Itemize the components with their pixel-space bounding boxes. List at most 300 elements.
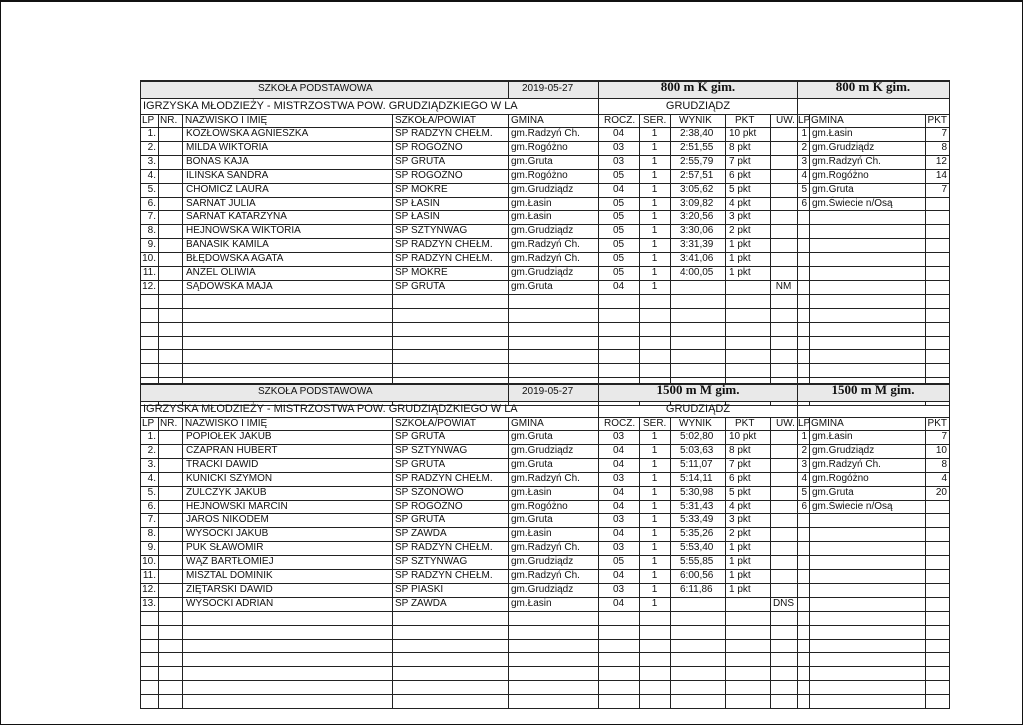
column-header-lp: LP: [142, 418, 155, 429]
athlete-name: BANASIK KAMILA: [186, 239, 269, 251]
athlete-school: SP SZTYNWAG: [395, 556, 468, 568]
series: 1: [651, 570, 658, 581]
series: 1: [651, 155, 658, 167]
series: 1: [651, 183, 658, 195]
row-line: [140, 708, 949, 709]
ranking-lp: 4: [801, 169, 807, 181]
column-line: [809, 114, 810, 406]
row-lp: 7.: [147, 211, 156, 223]
points: 3 pkt: [729, 211, 751, 223]
birth-year: 03: [612, 141, 625, 153]
series: 1: [651, 211, 658, 223]
birth-year: 04: [612, 128, 625, 139]
ranking-points: 14: [935, 169, 947, 181]
column-line: [809, 417, 810, 709]
athlete-name: WYSOCKI ADRIAN: [186, 597, 274, 609]
row-line: [140, 639, 949, 640]
column-line: [508, 114, 509, 406]
title-divider: [598, 80, 599, 98]
birth-year: 04: [612, 444, 625, 456]
birth-year: 03: [612, 431, 625, 442]
points: 2 pkt: [729, 225, 751, 237]
result-time: 5:11,07: [680, 458, 713, 470]
birth-year: 04: [612, 570, 625, 581]
column-header-school: SZKOŁA/POWIAT: [395, 115, 476, 126]
row-line: [140, 308, 949, 309]
athlete-name: ANZEL OLIWIA: [186, 267, 256, 278]
series: 1: [651, 486, 658, 498]
athlete-school: SP RADZYŃ CHEŁM.: [395, 239, 493, 251]
competition-name: IGRZYSKA MŁODZIEŻY - MISTRZOSTWA POW. GRUDZIĄDZKIEGO W LA: [143, 100, 518, 112]
table-right-border: [949, 383, 950, 709]
athlete-school: SP GRUTA: [395, 280, 446, 292]
result-time: 5:14,11: [680, 472, 713, 484]
points: 8 pkt: [729, 141, 751, 153]
series: 1: [651, 431, 658, 442]
athlete-gmina: gm.Łasin: [511, 197, 552, 209]
row-lp: 6.: [147, 197, 156, 209]
athlete-gmina: gm.Gruta: [511, 514, 553, 526]
athlete-gmina: gm.Grudziądz: [511, 183, 574, 195]
row-lp: 5.: [147, 183, 156, 195]
athlete-name: BŁĘDOWSKA AGATA: [186, 253, 284, 265]
ranking-points: 20: [935, 486, 947, 498]
title-bottom-line: [140, 401, 949, 402]
athlete-gmina: gm.Grudziądz: [511, 225, 574, 237]
birth-year: 05: [612, 253, 625, 265]
athlete-gmina: gm.Gruta: [511, 155, 553, 167]
athlete-gmina: gm.Radzyń Ch.: [511, 239, 580, 251]
ranking-gmina: gm.Gruta: [812, 486, 854, 498]
ranking-lp: 1: [801, 128, 807, 139]
result-time: 3:05,62: [680, 183, 714, 195]
athlete-name: POPIOŁEK JAKUB: [186, 431, 272, 442]
result-time: 3:20,56: [680, 211, 714, 223]
row-line: [140, 666, 949, 667]
athlete-gmina: gm.Grudziądz: [511, 444, 574, 456]
ranking-lp: 6: [801, 500, 807, 512]
row-lp: 1.: [147, 431, 156, 442]
ranking-gmina: gm.Świecie n/Osą: [812, 197, 893, 209]
points: 1 pkt: [729, 570, 751, 581]
event-title: 1500 m M gim.: [656, 382, 740, 397]
points: 6 pkt: [729, 169, 751, 181]
series: 1: [651, 225, 658, 237]
points: 10 pkt: [729, 128, 757, 139]
athlete-school: SP PIASKI: [395, 583, 444, 595]
school-title: SZKOŁA PODSTAWOWA: [258, 83, 373, 94]
athlete-school: SP ŁASIN: [395, 197, 440, 209]
athlete-name: CHOMICZ LAURA: [186, 183, 269, 195]
athlete-name: CZAPRAN HUBERT: [186, 444, 278, 456]
row-lp: 1.: [147, 128, 156, 139]
birth-year: 04: [612, 183, 625, 195]
ranking-points: 12: [935, 155, 947, 167]
row-lp: 10.: [142, 556, 156, 568]
birth-year: 03: [612, 583, 625, 595]
series: 1: [651, 444, 658, 456]
athlete-name: SARNAT JULIA: [186, 197, 256, 209]
series: 1: [651, 528, 658, 540]
column-header-ser: SER.: [643, 115, 667, 126]
athlete-school: SP GRUTA: [395, 155, 446, 167]
athlete-name: PUK SŁAWOMIR: [186, 542, 264, 554]
athlete-gmina: gm.Rogóżno: [511, 500, 568, 512]
column-line: [158, 417, 159, 709]
athlete-school: SP ROGÓŹNO: [395, 169, 463, 181]
athlete-gmina: gm.Łasin: [511, 211, 552, 223]
row-lp: 9.: [147, 239, 156, 251]
birth-year: 03: [612, 514, 625, 526]
ranking-gmina: gm.Grudziądz: [812, 444, 875, 456]
athlete-gmina: gm.Radzyń Ch.: [511, 128, 580, 139]
athlete-gmina: gm.Grudziądz: [511, 556, 574, 568]
event-title: 800 m K gim.: [660, 79, 736, 94]
athlete-name: WYSOCKI JAKUB: [186, 528, 269, 540]
row-line: [140, 611, 949, 612]
points: 6 pkt: [729, 472, 751, 484]
row-lp: 2.: [147, 444, 156, 456]
series: 1: [651, 458, 658, 470]
athlete-name: BONAS KAJA: [186, 155, 249, 167]
points: 4 pkt: [729, 500, 751, 512]
series: 1: [651, 280, 658, 292]
athlete-name: TRACKI DAWID: [186, 458, 259, 470]
athlete-gmina: gm.Rogóżno: [511, 169, 568, 181]
column-line: [158, 114, 159, 406]
athlete-school: SP GRUTA: [395, 514, 446, 526]
row-line: [140, 680, 949, 681]
row-line: [140, 363, 949, 364]
row-line: [140, 322, 949, 323]
column-header-pkt2: PKT: [927, 115, 947, 126]
athlete-name: ILIŃSKA SANDRA: [186, 169, 269, 181]
column-header-wynik: WYNIK: [679, 418, 712, 429]
ranking-points: 8: [941, 141, 947, 153]
school-title: SZKOŁA PODSTAWOWA: [258, 386, 373, 397]
column-line: [182, 114, 183, 406]
ranking-points: 8: [941, 458, 947, 470]
series: 1: [651, 500, 658, 512]
athlete-gmina: gm.Radzyń Ch.: [511, 570, 580, 581]
birth-year: 05: [612, 556, 625, 568]
series: 1: [651, 169, 658, 181]
points: 1 pkt: [729, 583, 751, 595]
series: 1: [651, 556, 658, 568]
row-lp: 3.: [147, 155, 156, 167]
column-header-lp2: LP: [798, 115, 811, 126]
result-time: 5:33,49: [680, 514, 714, 526]
birth-year: 04: [612, 486, 625, 498]
birth-year: 05: [612, 211, 625, 223]
ranking-points: 4: [941, 472, 947, 484]
row-lp: 12.: [142, 280, 156, 292]
ranking-gmina: gm.Świecie n/Osą: [812, 500, 893, 512]
athlete-name: KOZŁOWSKA AGNIESZKA: [186, 128, 309, 139]
result-time: 5:31,43: [680, 500, 714, 512]
event-title-right: 1500 m M gim.: [831, 382, 915, 397]
column-header-lp2: LP: [798, 418, 811, 429]
points: 8 pkt: [729, 444, 751, 456]
title-divider: [508, 80, 509, 98]
points: 3 pkt: [729, 514, 751, 526]
birth-year: 05: [612, 169, 625, 181]
points: 5 pkt: [729, 486, 751, 498]
athlete-school: SP SZTYNWAG: [395, 444, 468, 456]
ranking-points: 7: [941, 128, 947, 139]
row-line: [140, 694, 949, 695]
row-line: [140, 336, 949, 337]
ranking-gmina: gm.Gruta: [812, 183, 854, 195]
points: 7 pkt: [729, 458, 751, 470]
athlete-school: SP ROGÓŹNO: [395, 141, 463, 153]
points: 1 pkt: [729, 253, 751, 265]
athlete-school: SP ŁASIN: [395, 211, 440, 223]
column-line: [392, 417, 393, 709]
row-lp: 8.: [147, 225, 156, 237]
athlete-gmina: gm.Łasin: [511, 486, 552, 498]
ranking-points: 7: [941, 183, 947, 195]
ranking-gmina: gm.Radzyń Ch.: [812, 458, 881, 470]
remark: NM: [775, 280, 792, 292]
column-header-lp: LP: [142, 115, 155, 126]
points: 5 pkt: [729, 183, 751, 195]
row-lp: 11.: [142, 570, 156, 581]
remark: DNS: [772, 597, 795, 609]
result-time: 2:57,51: [680, 169, 714, 181]
athlete-school: SP MOKRE: [395, 183, 448, 195]
result-time: 2:38,40: [680, 128, 714, 139]
table-right-border: [949, 80, 950, 406]
result-time: 5:53,40: [680, 542, 714, 554]
athlete-name: MISZTAL DOMINIK: [186, 570, 273, 581]
ranking-lp: 6: [801, 197, 807, 209]
athlete-school: SP ROGÓŹNO: [395, 500, 463, 512]
event-date: 2019-05-27: [522, 83, 574, 94]
points: 2 pkt: [729, 528, 751, 540]
series: 1: [651, 253, 658, 265]
series: 1: [651, 597, 658, 609]
result-time: 3:31,39: [680, 239, 714, 251]
result-time: 5:03,63: [680, 444, 714, 456]
title-divider: [598, 383, 599, 401]
points: 1 pkt: [729, 556, 751, 568]
row-lp: 4.: [147, 472, 156, 484]
birth-year: 03: [612, 155, 625, 167]
birth-year: 04: [612, 597, 625, 609]
result-time: 5:30,98: [680, 486, 714, 498]
ranking-lp: 5: [801, 183, 807, 195]
column-line: [770, 114, 771, 406]
athlete-name: SARNAT KATARZYNA: [186, 211, 287, 223]
birth-year: 05: [612, 239, 625, 251]
birth-year: 05: [612, 197, 625, 209]
athlete-gmina: gm.Radzyń Ch.: [511, 542, 580, 554]
athlete-gmina: gm.Radzyń Ch.: [511, 472, 580, 484]
column-header-ser: SER.: [643, 418, 667, 429]
birth-year: 04: [612, 458, 625, 470]
athlete-school: SP SZTYNWAG: [395, 225, 468, 237]
athlete-gmina: gm.Grudziądz: [511, 267, 574, 278]
title-bottom-line: [140, 98, 949, 99]
row-lp: 7.: [147, 514, 156, 526]
points: 4 pkt: [729, 197, 751, 209]
column-header-school: SZKOŁA/POWIAT: [395, 418, 476, 429]
points: 1 pkt: [729, 267, 751, 278]
ranking-points: 10: [935, 444, 947, 456]
row-lp: 8.: [147, 528, 156, 540]
athlete-name: HEJNOWSKI MARCIN: [186, 500, 288, 512]
title-divider: [508, 383, 509, 401]
ranking-gmina: gm.Rogóżno: [812, 169, 869, 181]
column-line: [392, 114, 393, 406]
birth-year: 04: [612, 528, 625, 540]
athlete-school: SP SZONOWO: [395, 486, 464, 498]
column-header-uw: UW.: [776, 115, 795, 126]
ranking-lp: 3: [801, 458, 807, 470]
row-lp: 4.: [147, 169, 156, 181]
result-time: 5:02,80: [680, 431, 714, 442]
row-lp: 6.: [147, 500, 156, 512]
athlete-name: HEJNOWSKA WIKTORIA: [186, 225, 301, 237]
points: 7 pkt: [729, 155, 751, 167]
ranking-gmina: gm.Łasin: [812, 431, 853, 442]
athlete-name: MILDA WIKTORIA: [186, 141, 269, 153]
ranking-lp: 4: [801, 472, 807, 484]
series: 1: [651, 197, 658, 209]
points: 1 pkt: [729, 239, 751, 251]
athlete-school: SP RADZYŃ CHEŁM.: [395, 253, 493, 265]
row-lp: 3.: [147, 458, 156, 470]
row-lp: 10.: [142, 253, 156, 265]
city-name: GRUDZIĄDZ: [665, 100, 731, 112]
series: 1: [651, 472, 658, 484]
column-header-gmina: GMINA: [511, 115, 544, 126]
athlete-name: JAROS NIKODEM: [186, 514, 269, 526]
result-time: 3:30,06: [680, 225, 714, 237]
birth-year: 04: [612, 280, 625, 292]
column-header-nr: NR.: [160, 418, 178, 429]
column-line: [670, 114, 671, 406]
result-time: 5:55,85: [680, 556, 714, 568]
result-time: 2:55,79: [680, 155, 714, 167]
row-line: [140, 294, 949, 295]
ranking-gmina: gm.Rogóżno: [812, 472, 869, 484]
series: 1: [651, 239, 658, 251]
column-header-rocz: ROCZ.: [604, 115, 636, 126]
athlete-gmina: gm.Radzyń Ch.: [511, 253, 580, 265]
athlete-name: ZIĘTARSKI DAWID: [186, 583, 273, 595]
result-time: 6:00,56: [680, 570, 714, 581]
row-lp: 13.: [142, 597, 156, 609]
series: 1: [651, 267, 658, 278]
column-header-name: NAZWISKO I IMIĘ: [185, 418, 268, 429]
column-header-wynik: WYNIK: [679, 115, 712, 126]
athlete-school: SP ZAWDA: [395, 597, 447, 609]
athlete-school: SP RADZYŃ CHEŁM.: [395, 472, 493, 484]
row-lp: 11.: [142, 267, 156, 278]
series: 1: [651, 141, 658, 153]
ranking-gmina: gm.Radzyń Ch.: [812, 155, 881, 167]
row-line: [140, 377, 949, 378]
column-line: [725, 417, 726, 709]
athlete-school: SP ZAWDA: [395, 528, 447, 540]
row-line: [140, 349, 949, 350]
row-lp: 12.: [142, 583, 156, 595]
row-line: [140, 625, 949, 626]
result-time: 3:41,06: [680, 253, 714, 265]
athlete-gmina: gm.Gruta: [511, 458, 553, 470]
caption-divider: [598, 98, 599, 114]
birth-year: 03: [612, 472, 625, 484]
ranking-gmina: gm.Łasin: [812, 128, 853, 139]
column-header-nr: NR.: [160, 115, 178, 126]
athlete-school: SP MOKRE: [395, 267, 448, 278]
athlete-school: SP RADZYŃ CHEŁM.: [395, 542, 493, 554]
points: 10 pkt: [729, 431, 757, 442]
column-header-pkt: PKT: [735, 418, 755, 429]
ranking-lp: 2: [801, 141, 807, 153]
series: 1: [651, 583, 658, 595]
column-line: [670, 417, 671, 709]
ranking-points: 7: [941, 431, 947, 442]
series: 1: [651, 542, 658, 554]
column-header-gmina: GMINA: [511, 418, 544, 429]
athlete-gmina: gm.Łasin: [511, 597, 552, 609]
result-time: 2:51,55: [680, 141, 714, 153]
row-lp: 9.: [147, 542, 156, 554]
athlete-name: ŻULCZYK JAKUB: [186, 486, 267, 498]
athlete-gmina: gm.Grudziądz: [511, 583, 574, 595]
row-lp: 2.: [147, 141, 156, 153]
series: 1: [651, 128, 658, 139]
athlete-school: SP RADZYŃ CHEŁM.: [395, 128, 493, 139]
column-header-gmina2: GMINA: [811, 115, 844, 126]
athlete-gmina: gm.Łasin: [511, 528, 552, 540]
ranking-lp: 2: [801, 444, 807, 456]
birth-year: 04: [612, 500, 625, 512]
athlete-gmina: gm.Gruta: [511, 431, 553, 442]
points: 1 pkt: [729, 542, 751, 554]
birth-year: 05: [612, 267, 625, 278]
athlete-name: WĄŻ BARTŁOMIEJ: [186, 556, 274, 568]
event-title-right: 800 m K gim.: [835, 79, 911, 94]
athlete-name: SĄDOWSKA MAJA: [186, 280, 273, 292]
ranking-gmina: gm.Grudziądz: [812, 141, 875, 153]
athlete-gmina: gm.Rogóżno: [511, 141, 568, 153]
result-time: 5:35,26: [680, 528, 714, 540]
birth-year: 05: [612, 225, 625, 237]
series: 1: [651, 514, 658, 526]
caption-divider: [598, 401, 599, 417]
column-header-pkt: PKT: [735, 115, 755, 126]
column-line: [770, 417, 771, 709]
column-header-uw: UW.: [776, 418, 795, 429]
competition-name: IGRZYSKA MŁODZIEŻY - MISTRZOSTWA POW. GRUDZIĄDZKIEGO W LA: [143, 403, 518, 415]
athlete-name: KUNICKI SZYMON: [186, 472, 273, 484]
athlete-school: SP GRUTA: [395, 431, 446, 442]
event-date: 2019-05-27: [522, 386, 574, 397]
birth-year: 03: [612, 542, 625, 554]
ranking-lp: 1: [801, 431, 807, 442]
column-line: [508, 417, 509, 709]
ranking-lp: 5: [801, 486, 807, 498]
column-header-name: NAZWISKO I IMIĘ: [185, 115, 268, 126]
athlete-school: SP RADZYŃ CHEŁM.: [395, 570, 493, 581]
result-time: 3:09,82: [680, 197, 714, 209]
column-header-gmina2: GMINA: [811, 418, 844, 429]
result-time: 6:11,86: [680, 583, 713, 595]
